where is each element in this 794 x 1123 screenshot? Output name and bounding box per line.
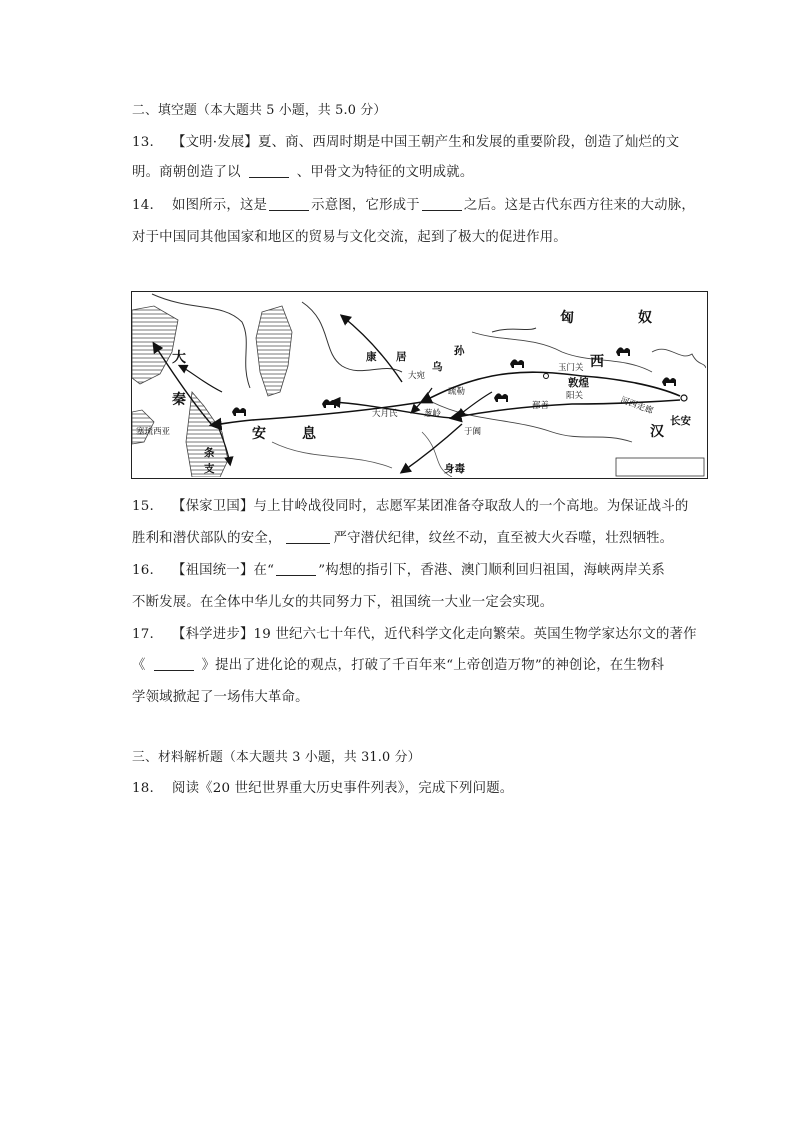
map-label: 支 bbox=[204, 463, 215, 475]
map-label: 西 bbox=[590, 354, 604, 370]
question-14-line-1 bbox=[132, 196, 695, 216]
map-label: 康 bbox=[366, 351, 377, 363]
answer-blank[interactable] bbox=[249, 163, 289, 178]
section-2-title: 二、填空题（本大题共 5 小题，共 5.0 分） bbox=[132, 103, 387, 118]
question-16-line-2: 不断发展。在全体中华儿女的共同努力下，祖国统一大业一定会实现。 bbox=[132, 595, 554, 610]
question-number: 15. bbox=[132, 499, 154, 514]
question-13-text: 【文明·发展】夏、商、西周时期是中国王朝产生和发展的重要阶段，创造了灿烂的文 bbox=[172, 135, 680, 150]
map-label: 匈 bbox=[560, 310, 574, 326]
map-label: 鄯善 bbox=[532, 401, 550, 411]
caspian-sea bbox=[256, 306, 292, 396]
map-label: 大月氏 bbox=[372, 409, 398, 419]
map-label: 河西走廊 bbox=[618, 395, 655, 417]
question-14-text: 之后。这是古代东西方往来的大动脉， bbox=[463, 198, 695, 213]
answer-blank[interactable] bbox=[154, 656, 194, 671]
question-13-text: 明。商朝创造了以 bbox=[132, 165, 241, 180]
question-15-line-2 bbox=[132, 529, 673, 549]
map-label: 条 bbox=[204, 447, 215, 459]
question-15-text: 【保家卫国】与上甘岭战役同时，志愿军某团准备夺取敌人的一个高地。为保证战斗的 bbox=[172, 499, 689, 514]
map-label: 敦煌 bbox=[568, 377, 589, 389]
question-16-line-1 bbox=[132, 561, 665, 581]
question-number: 16. bbox=[132, 563, 154, 578]
question-number: 17. bbox=[132, 627, 154, 642]
question-13-text: 、甲骨文为特征的文明成就。 bbox=[296, 165, 474, 180]
map-label: 阳关 bbox=[566, 391, 584, 401]
question-16-text: ”构想的指引下，香港、澳门顺利回归祖国，海峡两岸关系 bbox=[318, 563, 665, 578]
question-17-text: 》提出了进化论的观点，打破了千百年来“上帝创造万物”的神创论，在生物科 bbox=[201, 658, 665, 673]
question-14-line-2: 对于中国同其他国家和地区的贸易与文化交流，起到了极大的促进作用。 bbox=[132, 230, 567, 245]
question-15-line-1 bbox=[132, 497, 688, 517]
answer-blank[interactable] bbox=[286, 529, 330, 544]
question-16-text: 【祖国统一】在“ bbox=[172, 563, 275, 578]
silk-road-map bbox=[131, 291, 708, 479]
map-label: 身毒 bbox=[444, 463, 465, 475]
answer-blank[interactable] bbox=[269, 196, 309, 211]
map-label: 葱岭 bbox=[424, 409, 442, 419]
map-label: 于阗 bbox=[464, 427, 482, 437]
map-label: 大 bbox=[172, 350, 186, 366]
answer-blank[interactable] bbox=[276, 561, 316, 576]
map-label: 玉门关 bbox=[558, 363, 584, 373]
map-label: 奴 bbox=[638, 310, 652, 326]
map-drawing bbox=[132, 292, 706, 477]
question-17-line-3: 学领域掀起了一场伟大革命。 bbox=[132, 690, 309, 705]
question-13-line-1 bbox=[132, 133, 679, 153]
map-label: 乌 bbox=[432, 361, 443, 373]
question-17-line-1 bbox=[132, 625, 697, 645]
map-label: 疏勒 bbox=[448, 387, 466, 397]
map-label: 息 bbox=[302, 426, 316, 442]
map-label: 长安 bbox=[670, 415, 691, 427]
question-13-line-2 bbox=[132, 163, 473, 183]
map-label: 秦 bbox=[172, 392, 186, 408]
question-15-text: 严守潜伏纪律，纹丝不动，直至被大火吞噬，壮烈牺牲。 bbox=[333, 531, 674, 546]
answer-blank[interactable] bbox=[422, 196, 462, 211]
map-label: 汉 bbox=[650, 424, 664, 440]
question-17-text: 【科学进步】19 世纪六七十年代，近代科学文化走向繁荣。英国生物学家达尔文的著作 bbox=[172, 627, 697, 642]
question-18-text: 阅读《20 世纪世界重大历史事件列表》，完成下列问题。 bbox=[172, 781, 514, 796]
question-14-text: 如图所示，这是 bbox=[172, 198, 268, 213]
map-label: 安 bbox=[252, 426, 266, 442]
question-14-text: 示意图，它形成于 bbox=[311, 198, 420, 213]
question-number: 13. bbox=[132, 135, 154, 150]
question-17-text: 《 bbox=[132, 658, 146, 673]
question-number: 18. bbox=[132, 781, 154, 796]
map-label: 塞琉西亚 bbox=[136, 427, 171, 437]
question-17-line-2 bbox=[132, 656, 664, 676]
map-label: 居 bbox=[396, 351, 407, 363]
question-18-line-1 bbox=[132, 779, 513, 799]
question-number: 14. bbox=[132, 198, 154, 213]
section-3-title: 三、材料解析题（本大题共 3 小题，共 31.0 分） bbox=[132, 750, 421, 765]
question-15-text: 胜利和潜伏部队的安全， bbox=[132, 531, 282, 546]
map-label: 大宛 bbox=[408, 371, 426, 381]
map-label: 孙 bbox=[454, 345, 465, 357]
